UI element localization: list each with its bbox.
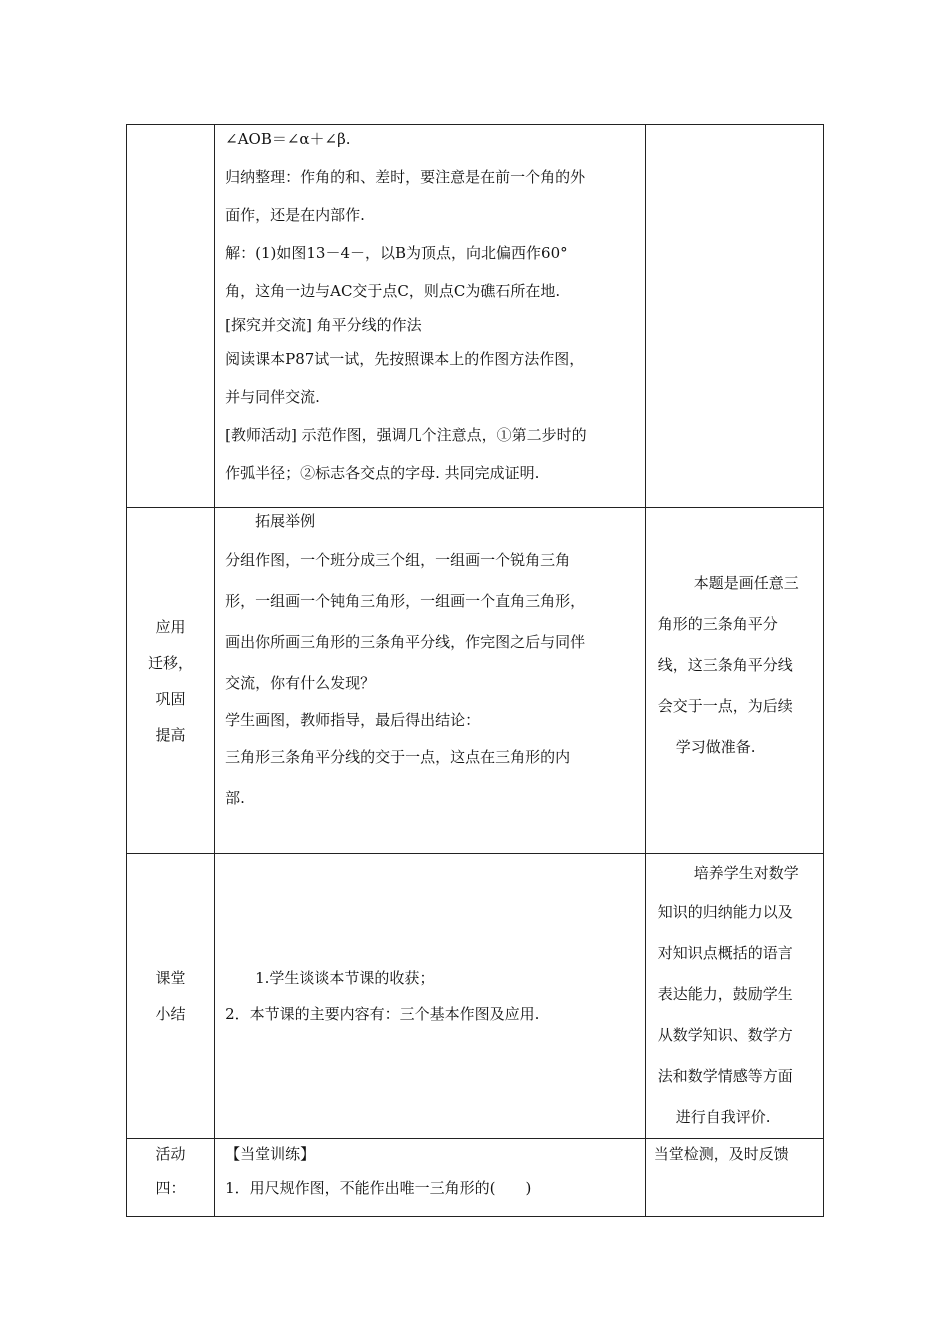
note-line: 表达能力，鼓励学生 <box>657 985 793 1003</box>
text-line: 画出你所画三角形的三条角平分线，作完图之后与同伴 <box>225 633 586 651</box>
row2-content-cell <box>215 508 646 854</box>
table-row <box>127 125 824 508</box>
note-line: 对知识点概括的语言 <box>657 944 793 962</box>
note-line: 当堂检测，及时反馈 <box>653 1145 789 1163</box>
question-line: 1．用尺规作图，不能作出唯一三角形的( ) <box>225 1179 532 1197</box>
text-line: 解：(1)如图13－4－，以B为顶点，向北偏西作60° <box>225 244 568 262</box>
label-line: 提高 <box>155 725 186 744</box>
text-line: 1.学生谈谈本节课的收获； <box>255 969 435 987</box>
row3-section-label <box>127 854 215 1139</box>
table-row <box>127 854 824 1139</box>
text-line: 交流，你有什么发现？ <box>225 674 376 692</box>
table-row <box>127 1139 824 1217</box>
section-heading: 【当堂训练】 <box>225 1145 316 1163</box>
text-line: 并与同伴交流. <box>225 388 320 406</box>
note-line: 本题是画任意三 <box>693 574 799 592</box>
lesson-plan-table <box>126 124 824 1217</box>
label-line: 小结 <box>155 1005 186 1023</box>
table-row <box>127 508 824 854</box>
section-heading: 拓展举例 <box>255 512 316 530</box>
text-line: 归纳整理：作角的和、差时，要注意是在前一个角的外 <box>225 168 586 186</box>
label-line: 活动 <box>155 1145 186 1163</box>
text-line: ∠AOB＝∠α＋∠β. <box>225 130 351 148</box>
note-line: 会交于一点，为后续 <box>657 697 793 715</box>
section-heading: [探究并交流] 角平分线的作法 <box>225 316 422 334</box>
text-line: 角，这角一边与AC交于点C，则点C为礁石所在地. <box>225 282 561 300</box>
text-line: 阅读课本P87试一试，先按照课本上的作图方法作图， <box>225 350 585 368</box>
text-line: 2．本节课的主要内容有：三个基本作图及应用. <box>225 1005 540 1023</box>
note-line: 角形的三条角平分 <box>657 615 778 633</box>
text-line: 部. <box>225 789 245 807</box>
row1-content-cell <box>215 125 646 508</box>
note-line: 法和数学情感等方面 <box>657 1067 793 1085</box>
text-line: 三角形三条角平分线的交于一点，这点在三角形的内 <box>225 748 571 766</box>
note-line: 培养学生对数学 <box>693 864 799 882</box>
label-line: 迁移， <box>148 653 194 672</box>
label-line: 四： <box>155 1179 186 1197</box>
row4-content-cell <box>215 1139 646 1217</box>
note-line: 进行自我评价. <box>675 1108 771 1126</box>
note-line: 线，这三条角平分线 <box>657 656 793 674</box>
note-line: 从数学知识、数学方 <box>657 1026 793 1044</box>
row2-section-label <box>127 508 215 854</box>
row2-notes-cell <box>645 508 823 854</box>
text-line: [教师活动] 示范作图，强调几个注意点，①第二步时的 <box>225 426 587 444</box>
row1-notes-cell <box>645 125 823 508</box>
label-line: 巩固 <box>155 689 186 708</box>
text-line: 学生画图，教师指导，最后得出结论： <box>225 711 481 729</box>
text-line: 面作，还是在内部作. <box>225 206 365 224</box>
note-line: 学习做准备. <box>675 738 756 756</box>
label-line: 课堂 <box>155 969 186 987</box>
text-line: 作弧半径；②标志各交点的字母. 共同完成证明. <box>225 464 540 482</box>
row4-notes-cell <box>645 1139 823 1217</box>
label-line: 应用 <box>155 617 186 636</box>
row3-notes-cell <box>645 854 823 1139</box>
row1-left-cell <box>127 125 215 508</box>
row4-section-label <box>127 1139 215 1217</box>
note-line: 知识的归纳能力以及 <box>657 903 793 921</box>
text-line: 形，一组画一个钝角三角形，一组画一个直角三角形， <box>225 592 586 610</box>
row3-content-cell <box>215 854 646 1139</box>
text-line: 分组作图，一个班分成三个组，一组画一个锐角三角 <box>225 551 571 569</box>
